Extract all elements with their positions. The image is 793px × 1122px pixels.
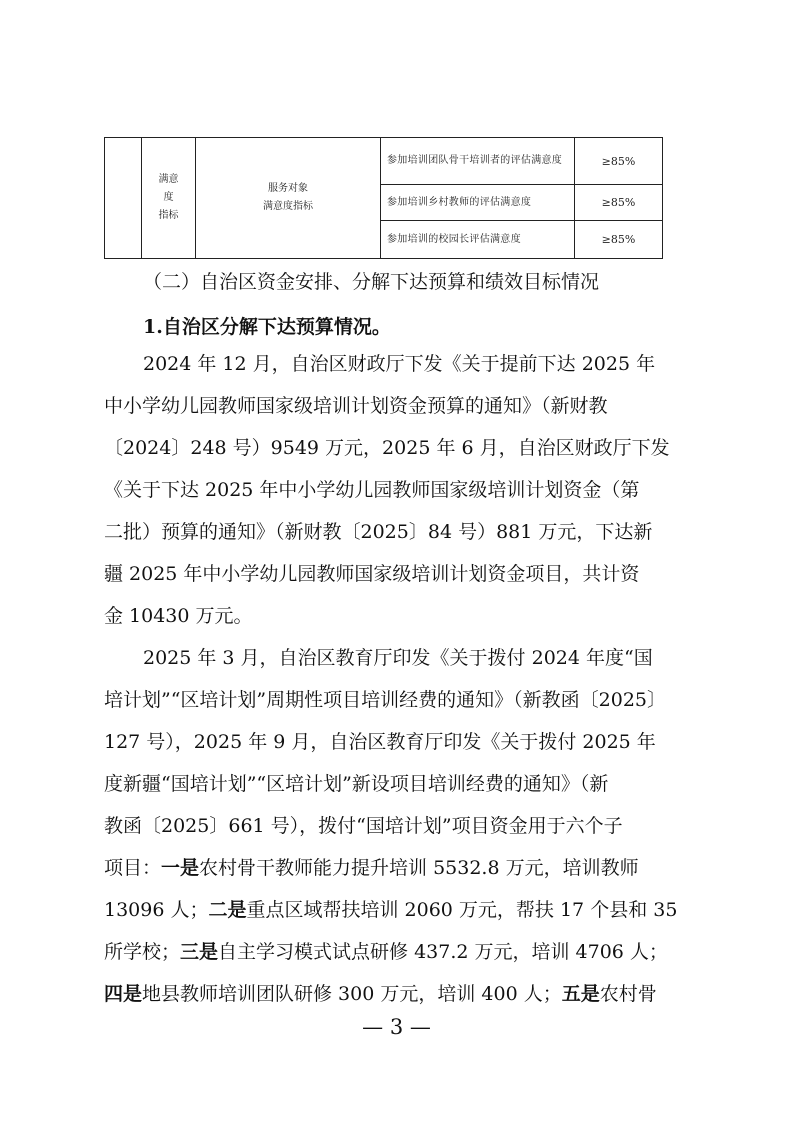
line-text: 项目： — [104, 857, 162, 879]
paragraph-line: 2025 年 3 月，自治区教育厅印发《关于拨付 2024 年度“国 — [143, 647, 653, 669]
paragraph-line — [104, 980, 689, 1008]
line-text: 重点区域帮扶培训 2060 万元，帮扶 17 个县和 35 — [246, 899, 678, 921]
paragraph-line — [104, 854, 689, 882]
paragraph-line: 疆 2025 年中小学幼儿园教师国家级培训计划资金项目，共计资 — [104, 563, 640, 585]
line-text: 自主学习模式试点研修 437.2 万元，培训 4706 人； — [218, 941, 668, 963]
performance-indicator-table — [104, 137, 663, 259]
emphasis-text: 三是 — [180, 941, 219, 963]
table-blank-cell — [105, 138, 142, 259]
sub-heading: 1.自治区分解下达预算情况。 — [143, 316, 391, 338]
subcategory-text: 满意度指标 — [263, 201, 313, 212]
paragraph-line: 二批）预算的通知》（新财教〔2025〕84 号）881 万元，下达新 — [104, 521, 653, 543]
paragraph-line — [104, 938, 689, 966]
line-text: 农村骨 — [599, 983, 657, 1005]
emphasis-text: 二是 — [208, 899, 247, 921]
paragraph-line: 金 10430 万元。 — [104, 605, 253, 627]
paragraph-line: 教函〔2025〕661 号），拨付“国培计划”项目资金用于六个子 — [104, 815, 623, 837]
emphasis-text: 五是 — [561, 983, 600, 1005]
emphasis-text: 四是 — [104, 983, 143, 1005]
category-text: 指标 — [158, 210, 179, 221]
line-text: 13096 人； — [104, 899, 209, 921]
paragraph-line: 度新疆“国培计划”“区培计划”新设项目培训经费的通知》（新 — [104, 773, 609, 795]
indicator-cell: 参加培训的校园长评估满意度 — [381, 221, 575, 259]
page-number: — 3 — — [362, 1015, 431, 1039]
value-cell: ≥85% — [575, 221, 663, 259]
paragraph-line: 《关于下达 2025 年中小学幼儿园教师国家级培训计划资金（第 — [104, 479, 640, 501]
line-text: 所学校； — [104, 941, 181, 963]
line-text: 地县教师培训团队研修 300 万元，培训 400 人； — [142, 983, 562, 1005]
subcategory-cell — [196, 138, 381, 259]
paragraph-line: 127 号），2025 年 9 月，自治区教育厅印发《关于拨付 2025 年 — [104, 731, 656, 753]
category-cell — [142, 138, 196, 259]
paragraph-line: 2024 年 12 月，自治区财政厅下发《关于提前下达 2025 年 — [143, 353, 656, 375]
table-row — [105, 138, 663, 185]
line-text: 农村骨干教师能力提升培训 5532.8 万元，培训教师 — [199, 857, 639, 879]
value-cell: ≥85% — [575, 185, 663, 221]
value-cell: ≥85% — [575, 138, 663, 185]
category-text: 度 — [163, 192, 174, 203]
emphasis-text: 一是 — [161, 857, 200, 879]
indicator-cell: 参加培训乡村教师的评估满意度 — [381, 185, 575, 221]
paragraph-line: 中小学幼儿园教师国家级培训计划资金预算的通知》（新财教 — [104, 395, 608, 417]
paragraph-line: 〔2024〕248 号）9549 万元，2025 年 6 月，自治区财政厅下发 — [104, 437, 670, 459]
category-text: 满意 — [158, 174, 179, 185]
subcategory-text: 服务对象 — [268, 183, 308, 194]
indicator-cell: 参加培训团队骨干培训者的评估满意度 — [381, 138, 575, 185]
paragraph-line — [104, 896, 689, 924]
paragraph-line: 培计划”“区培计划”周期性项目培训经费的通知》（新教函〔2025〕 — [104, 689, 666, 711]
section-heading: （二）自治区资金安排、分解下达预算和绩效目标情况 — [143, 271, 600, 293]
